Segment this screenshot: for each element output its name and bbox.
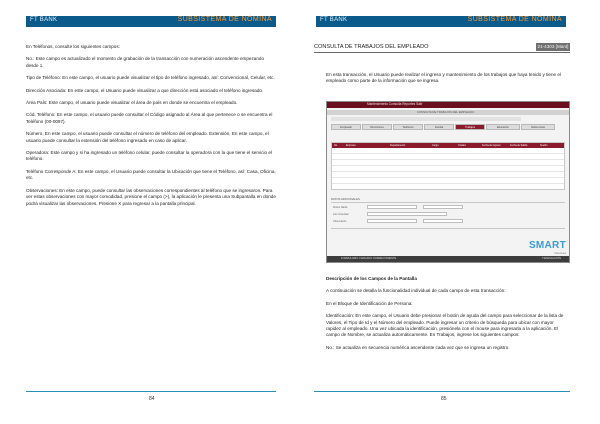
app-grid-column: No. (334, 144, 338, 147)
paragraph: En el Bloque de Identificación de Persona: (326, 300, 413, 306)
smart-logo: SMART (528, 240, 566, 251)
app-detail-field-label: Jefe Inmediato (333, 213, 349, 216)
paragraph: Observaciones: En este campo, puede consultar las observaciones correspondientes al teléfono que se ingresaron. Para ver estas observaciones con mayor comodidad, presione el campo (>), la aplicación le presenta una Subpantalla en donde podrá visualizar las observaciones. Presione X para regresar a la pantalla principal. (26, 187, 276, 206)
paragraph: En Teléfonos, consulte los siguientes campos: (26, 44, 120, 49)
app-tab: Teléfonos (393, 124, 423, 130)
intro-text: En esta transacción, el Usuario puede realizar el ingreso y mantenimiento de los trabajos que haya tenido y tiene el empleado como parte de la información que se ingresa. (326, 72, 561, 84)
app-tab: Empleado (331, 124, 361, 130)
bank-logo: FT BANK (320, 17, 348, 23)
app-detail-field (423, 219, 463, 223)
app-status-bar (327, 256, 569, 262)
app-tab: Educación (486, 124, 520, 130)
page-number: 84 (149, 396, 155, 402)
app-grid-column: Ciudad (458, 144, 466, 147)
app-grid-column: Fecha de Salida (510, 144, 528, 147)
section-title: CONSULTA DE TRABAJOS DEL EMPLEADO (314, 44, 429, 50)
paragraph: Cód. Teléfono: En este campo, el usuario puede consultar el Código asignado al Área al que pertenece o se encuentra el Teléfono (00-0097). (26, 112, 273, 124)
right-footer-rule (314, 391, 570, 392)
app-detail-field (367, 205, 417, 209)
app-detail-field (367, 212, 447, 216)
app-tab-bar (331, 124, 565, 140)
page-number: 85 (441, 396, 447, 402)
transaction-code-badge: 21-4303 [Mant] (537, 44, 569, 49)
app-grid-header (332, 143, 564, 148)
app-detail-rule (331, 202, 565, 203)
app-detail-rule (331, 228, 565, 229)
description-heading: Descripción de los Campos de la Pantalla (326, 276, 417, 281)
app-menu-bar (327, 102, 569, 108)
app-status-right: TRANSACCIÓN (542, 257, 561, 260)
smart-logo-subtitle: Soluciones (554, 252, 566, 255)
system-title: SUBSISTEMA DE NÓMINA (467, 16, 562, 23)
app-grid-column: Departamento (390, 144, 406, 147)
app-grid-column: Empresa (346, 144, 356, 147)
system-title: SUBSISTEMA DE NÓMINA (177, 16, 272, 23)
app-grid-row (332, 149, 564, 154)
bank-logo: FT BANK (30, 17, 58, 23)
app-grid-column: Sueldo (540, 144, 548, 147)
app-detail-field (367, 219, 417, 223)
app-detail-field-label: Motivo Salida (333, 206, 348, 209)
app-detail-label: DATOS ADICIONALES (331, 197, 360, 201)
app-grid-row (332, 173, 564, 178)
app-identification-row (331, 117, 521, 121)
app-grid-row (332, 161, 564, 166)
left-page-body (26, 44, 276, 213)
left-footer-rule (26, 391, 276, 392)
app-grid-row (332, 179, 564, 184)
app-data-grid (331, 142, 565, 190)
paragraph: Identificación: En este campo, el Usuario debe presionar el botón de ayuda del campo para seleccionar de la lista de Valores, el Tipo de Id y el Número del empleado. Puede ingresar un criterio de búsqueda para ubicar con mayor rapidez al empleado. Una vez ubicada la identificación, presiónela con el mouse para ingresarla a la aplicación. El campo de Nombre, se actualiza automáticamente. En Trabajos, ingrese los siguientes campos: (326, 313, 564, 338)
paragraph: No.: Se actualiza en secuencia numérica ascendente cada vez que se ingresa un registro. (326, 344, 510, 350)
paragraph: Operadora: Este campo y si ha ingresado un teléfono celular, puede consultar la operadora con la que tiene el servicio el teléfono. (26, 150, 272, 162)
paragraph: No.: Este campo es actualizado el momento de grabación de la transacción con numeración ascendente empezando desde 1. (26, 56, 264, 68)
app-tab: Direcciones (362, 124, 392, 130)
app-menu-text: Mantenimiento Consulta Reportes Salir (367, 102, 423, 106)
app-form-title (327, 110, 569, 115)
left-page-header (26, 16, 276, 27)
app-grid-column: Cargo (432, 144, 439, 147)
app-detail-field (423, 205, 463, 209)
app-tab: Familia (424, 124, 454, 130)
app-detail-field-label: Observación (333, 220, 347, 223)
paragraph: Tipo de Teléfono: En este campo, el usuario puede visualizar el tipo de teléfono ingresado, así: Convencional, Celular, etc. (26, 75, 275, 81)
paragraph: Teléfono Corresponde A: En este campo, el Usuario puede consultar la Ubicación que tiene el Teléfono, así: Casa, Oficina, etc. (26, 168, 276, 181)
paragraph: Dirección Asociada: En este campo, el Usuario puede visualizar a que dirección está asociado el teléfono ingresado. (26, 87, 264, 93)
paragraph: Número, En este campo, el usuario puede consultar el número de teléfono del empleado. Extensión, En este campo, el usuario puede consultar la extensión del teléfono ingresado en caso de aplicar. (26, 131, 269, 143)
paragraph: A continuación se detalla la funcionalidad individual de cada campo de esta transacción: (326, 288, 506, 294)
section-rule (314, 52, 570, 53)
app-tab-active: Trabajos (455, 124, 485, 130)
app-form-title-text: CONSULTA DE TRABAJOS DEL EMPLEADO (417, 110, 475, 114)
app-grid-row (332, 167, 564, 172)
right-page-header (316, 16, 566, 27)
app-tab: Referencias (521, 124, 555, 130)
app-grid-column: Fecha de Ingreso (482, 144, 501, 147)
app-status-text: FORMULARIO CARGADO CORRECTAMENTE (341, 257, 397, 260)
app-screenshot (326, 101, 570, 263)
right-page-body (326, 276, 570, 357)
paragraph: Área País: Este campo, el usuario puede visualizar el área de país en donde se encuentra el empleado. (26, 100, 238, 106)
app-grid-row (332, 155, 564, 160)
